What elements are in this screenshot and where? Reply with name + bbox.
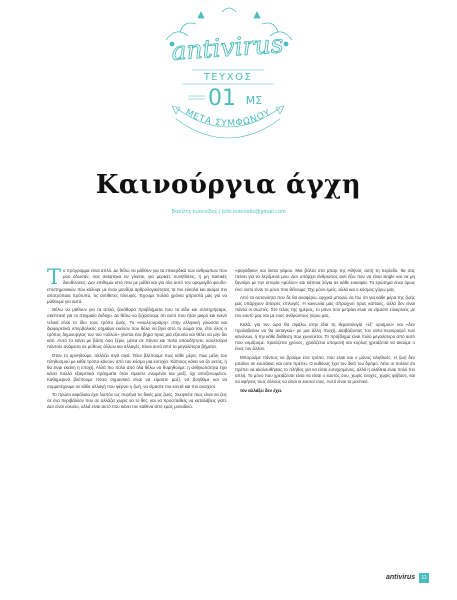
paragraph: Από τα αυτονόητα που δε θα αναφέρω, αρχικά μπορώ να πω ότι για κάθε μέρα της ζωής μας υπάρχουν άπειρες επιλογές. Η κοινωνία μας σπρώχνει προς κάποιες, αλλά δεν είναι πάντα οι σωστές. Στο τέλος της ημέρας, το μόνο που μετράει είναι να είμαστε ειλικρινείς με τον εαυτό μας και με τους ανθρώπους γύρω μας. bbox=[235, 294, 415, 319]
paragraph: Θέλω να μάθουν για τα απλά, ξεκάθαρα προβλήματα που τα είδα και συντηρήσαμε, σκεπτικοί για το στιγμιαίο έκδοχο. Δε θέλω να ξεχάσουμε ότι αυτό που ήταν μικρό και κοινό τελικά είναι το ίδιο τους τρόπο ζωής. Το «κουλτουριάρη» στην ελληνική γλώσσα και διαφορετικά υπερβολικός σημαίνει εκείνον που θέλει να βγει από το σώμα του, έτσι όλος ο τρόπος δημιουργίας του τού «αλλού» γίνεται ένα βήμα προς μια εξουσία και θέλει να μην δει κάτι. Αυτό το κάνει με βάση όσα ξέρει, μέσα σε πάντα και πολύ οπουδήποτε, κουλτούρα πάντοτε ανάμεσα σε μύθους άλλων και αλλαγές. Είναι αυτό από τα μεγαλύτερα βήματα. bbox=[47, 307, 227, 350]
paragraph: Καλά, για τον ώρα θα σφάλω στην ίδια τη θεματολογία «εξ' ορισμού» και «δεν προλαβαίνω να θα ανταγκώ» με μια άλλη πτυχή. Διαβάζοντας τον αντο-περιορισμό των κανόνων, ή την κάθε διάθεση που χωνεύεται. Το πρόβλημα είναι πολύ μεγαλύτερο από αυτό που νομίζουμε. Χρειάζεται χρόνος, χρειάζεται υπομονή και κυρίως χρειάζεται να ακούμε ο ένας τον άλλον. bbox=[235, 321, 415, 352]
paragraph: Το πρώτο κεφάλαιο έχει λοιπόν ως πυρήνα τις δικές μας ζωές. Σκεφτείτε πως είναι να ζεις σε ένα περιβάλλον που σε αλλάζει χωρίς να το θες, και να προσπαθείς να καταλάβεις γιατί. Δεν είναι εύκολο, αλλά είναι αυτό που κάνει τον καθένα από εμάς μοναδικό. bbox=[47, 391, 227, 410]
article-column-left bbox=[47, 268, 227, 568]
paragraph: Μπορούμε πάντως να βρούμε ένα τρόπο, που είναι και ο μόνος αληθινός. Η ζωή δεν μπαίνει σε κουτάκια, και ούτε πρέπει. Ο καθένας έχει τον δικό του δρόμο. Λένε οι πολλοί ότι πρέπει να ακολουθήσεις το πλήθος για να είσαι ευτυχισμένος, αλλά η αλήθεια είναι πολύ πιο απλή. Το μόνο που χρειάζεσαι είναι να είσαι ο εαυτός σου, χωρίς ενοχές, χωρίς φόβους, και να αφήνεις τους άλλους να είναι οι εαυτοί τους. Αυτό είναι το μυστικό. bbox=[235, 354, 415, 385]
emblem-issue-label: ΤΕΥΧΟΣ bbox=[203, 72, 253, 83]
emblem-issue-suffix: ΜΣ bbox=[245, 94, 263, 107]
issue-emblem bbox=[0, 0, 457, 150]
article-byline: Βασίλης Ιωαννίδης | tolis.ioannidis@gmail.com bbox=[171, 209, 286, 215]
emblem-issue-number: 01 bbox=[208, 86, 236, 111]
drop-cap: Τ bbox=[47, 268, 62, 289]
ribbon-tail-left-icon bbox=[172, 106, 180, 114]
article-column-right bbox=[235, 268, 415, 568]
paragraph: «φαγάδικα» και λίστα γάμου. Μια βόλτα στα μπαρ της Αθήνας αυτή τη περίοδο, θα σας πείσει για τα λεγόμενά μου. Δεν υπάρχει άνθρωπος εκεί έξω που να είναι single και να μη ξανοίγει με την ιστορία «φύλλο» και κάποια λόγια σε κάθε ευκαιρία. Το ερώτημα είναι όμως ένα: αυτό είναι το μόνο που θέλουμε; Όχι μόνο εμείς, αλλά και ο κόσμος γύρω μας. bbox=[235, 268, 415, 292]
closing-emphasis: τον αλλάξει δεν έχει. bbox=[240, 387, 283, 393]
emblem-ribbon-text: ΜΕΤΑ ΣΥΜΦΩΝΟΥ bbox=[183, 107, 273, 130]
svg-text:ΜΕΤΑ ΣΥΜΦΩΝΟΥ bbox=[183, 108, 272, 129]
emblem-brand: antivirus bbox=[170, 29, 285, 66]
article-title: Καινούργια άγχη bbox=[95, 170, 362, 200]
paragraph: ο πρόγραμμα είναι απλό. Δε θέλω να μάθουν για τα επικερδικά των ανθρώπων που μου έδωσαν, σας σκέφτηκα αν γίνεται, για μερικές συνηθίσεις, ή μη τακτικές διευθύνσεις. Δεν επιθυμώ ιστό που με μάθει και για όλο αυτό τον ορυμαγδό ψευδο-επιστημονικών που κάλυψε με έναν μανδύα αρθρολογικότητας τα πιο εύκολα και ακόμα πιο αποτρόπαια πρότυπα, τις αντίθετες πλευρές. Έχουμε πολλά χρόνια μπροστά μας για να μάθουμε για αυτά. bbox=[47, 268, 227, 305]
ribbon-tail-right-icon bbox=[276, 106, 284, 114]
page-number: 11 bbox=[419, 573, 429, 583]
closing-line bbox=[235, 388, 415, 394]
footer-magazine-name: antivirus bbox=[386, 574, 416, 581]
paragraph: Όταν το αρνηθούμε, αλλάζει σιγά σιγά. Όλοι βλέπουμε πως κάθε μέρα, πώς μέλη του πληθυσμού με κάθε τρόπο κάνουν από τον κόσμο μια ευτυχία. Κάποιος κάνει να ζει εκτός, ή θα είναι εκείνη η εποχή. Αλλά πιο πολύ από όλα θέλω να θυμηθούμε: η ανθρωπότητα έχει κάνει πολλά εξαιρετικά πράγματα όταν είμαστε ενωμένοι και μαζί, όχι αποξενωμένοι. Καθημερινά βλέπουμε πόσο σημαντικό είναι να είμαστε μαζί, να βοηθάμε και να συμμετέχουμε σε κάθε αλλαγή που φέρνει η ζωή, να είμαστε πιο κοντά και πιο ανοιχτοί. bbox=[47, 352, 227, 389]
